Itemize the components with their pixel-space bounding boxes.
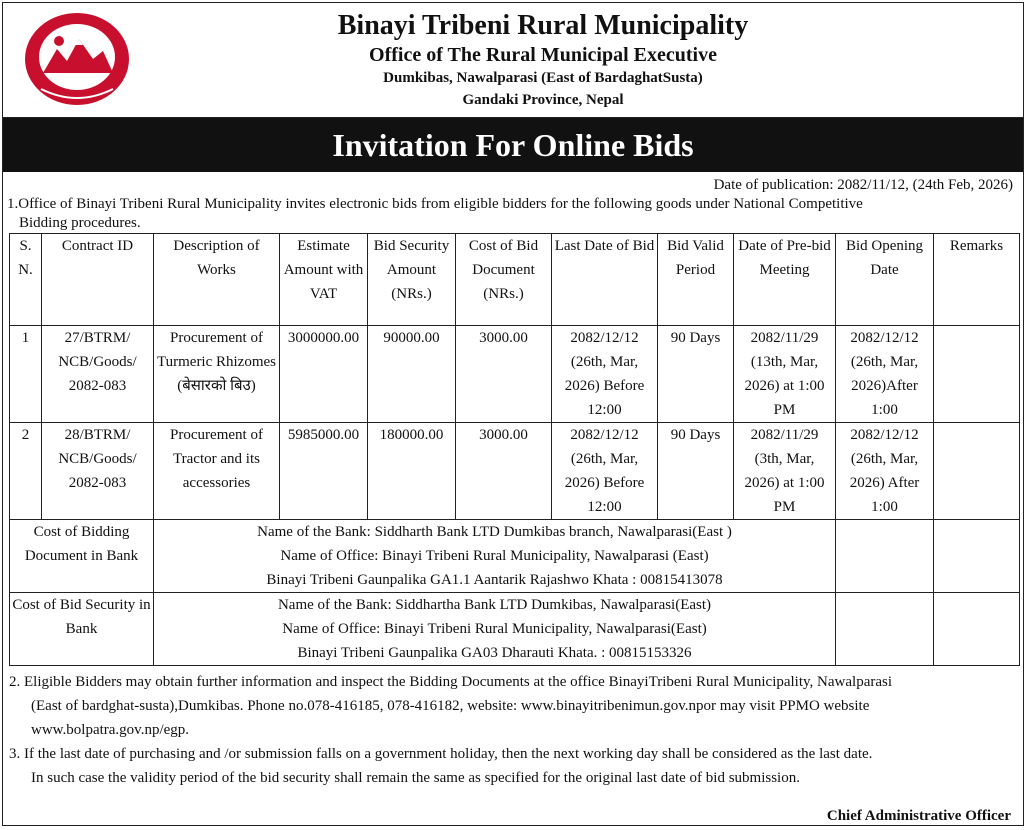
cell-last-date: 2082/12/12 (26th, Mar, 2026) Before 12:00 — [552, 423, 658, 520]
table-row — [10, 326, 1020, 423]
cell-remarks — [934, 326, 1020, 423]
cell-contract-id: 28/BTRM/ NCB/Goods/ 2082-083 — [42, 423, 154, 520]
empty-cell — [836, 593, 934, 666]
publication-date: Date of publication: 2082/11/12, (24th Feb, 2026) — [713, 177, 1013, 193]
header-cell: Bid Valid Period — [658, 234, 734, 326]
header-cell: Last Date of Bid — [552, 234, 658, 326]
bank-row-label: Cost of Bid Security in Bank — [10, 593, 154, 666]
cell-sn: 2 — [10, 423, 42, 520]
note-2-line-2: (East of bardghat-susta),Dumkibas. Phone no.078-416185, 078-416182, website: www.binayitribenimun.gov.npor may visit PPMO website — [31, 698, 870, 714]
bank-details — [154, 520, 836, 593]
cell-valid-period: 90 Days — [658, 326, 734, 423]
header-cell: Date of Pre-bid Meeting — [734, 234, 836, 326]
cell-prebid-date: 2082/11/29 (13th, Mar, 2026) at 1:00 PM — [734, 326, 836, 423]
bids-table — [9, 233, 1020, 666]
empty-cell — [934, 593, 1020, 666]
cell-estimate: 3000000.00 — [280, 326, 368, 423]
bank-office-line: Name of Office: Binayi Tribeni Rural Municipality, Nawalparasi(East) — [282, 621, 707, 637]
note-3-line-1: 3. If the last date of purchasing and /or submission falls on a government holiday, then the next working day shall be considered as the last date. — [9, 746, 873, 762]
note-3-line-2: In such case the validity period of the bid security shall remain the same as specified for the original last date of bid submission. — [31, 770, 800, 786]
cell-security: 180000.00 — [368, 423, 456, 520]
notice-page — [2, 2, 1024, 826]
municipality-title: Binayi Tribeni Rural Municipality — [337, 10, 749, 41]
header-cell: Estimate Amount with VAT — [280, 234, 368, 326]
bank-name-line: Name of the Bank: Siddharth Bank LTD Dumkibas branch, Nawalparasi(East ) — [257, 524, 732, 540]
cell-sn: 1 — [10, 326, 42, 423]
empty-cell — [836, 520, 934, 593]
header-cell: Cost of Bid Document (NRs.) — [456, 234, 552, 326]
bank-details — [154, 593, 836, 666]
bank-account-line: Binayi Tribeni Gaunpalika GA1.1 Aantarik Rajashwo Khata : 00815413078 — [266, 572, 723, 588]
signature-title: Chief Administrative Officer — [826, 808, 1011, 824]
cell-estimate: 5985000.00 — [280, 423, 368, 520]
bank-row-bid-security — [10, 593, 1020, 666]
empty-cell — [934, 520, 1020, 593]
header-cell: Contract ID — [42, 234, 154, 326]
office-name: Office of The Rural Municipal Executive — [369, 44, 717, 66]
notice-banner: Invitation For Online Bids — [3, 118, 1023, 172]
table-row — [10, 423, 1020, 520]
cell-opening-date: 2082/12/12 (26th, Mar, 2026) After 1:00 — [836, 423, 934, 520]
cell-valid-period: 90 Days — [658, 423, 734, 520]
cell-prebid-date: 2082/11/29 (3th, Mar, 2026) at 1:00 PM — [734, 423, 836, 520]
cell-remarks — [934, 423, 1020, 520]
intro-line-1: 1.Office of Binayi Tribeni Rural Municipality invites electronic bids from eligible bidders for the following goods under National Competitive — [7, 196, 863, 212]
cell-cost-doc: 3000.00 — [456, 423, 552, 520]
header — [3, 3, 1023, 118]
cell-security: 90000.00 — [368, 326, 456, 423]
bank-office-line: Name of Office: Binayi Tribeni Rural Municipality, Nawalparasi (East) — [280, 548, 709, 564]
bank-row-label: Cost of Bidding Document in Bank — [10, 520, 154, 593]
header-cell: Bid Security Amount (NRs.) — [368, 234, 456, 326]
note-2-line-1: 2. Eligible Bidders may obtain further information and inspect the Bidding Documents at the office BinayiTribeni Rural Municipality, Nawalparasi — [9, 674, 893, 690]
header-cell: Remarks — [934, 234, 1020, 326]
cell-description: Procurement of Turmeric Rhizomes (बेसारको बिउ) — [154, 326, 280, 423]
cell-cost-doc: 3000.00 — [456, 326, 552, 423]
cell-opening-date: 2082/12/12 (26th, Mar, 2026)After 1:00 — [836, 326, 934, 423]
header-cell: Bid Opening Date — [836, 234, 934, 326]
note-2-line-3: www.bolpatra.gov.np/egp. — [31, 722, 190, 738]
bank-name-line: Name of the Bank: Siddhartha Bank LTD Dumkibas, Nawalparasi(East) — [277, 597, 712, 613]
cell-description: Procurement of Tractor and its accessories — [154, 423, 280, 520]
address-line: Dumkibas, Nawalparasi (East of BardaghatSusta) — [383, 70, 703, 86]
cell-last-date: 2082/12/12 (26th, Mar, 2026) Before 12:00 — [552, 326, 658, 423]
province-line: Gandaki Province, Nepal — [462, 92, 624, 108]
municipality-emblem-icon — [21, 11, 133, 109]
table-header-row — [10, 234, 1020, 326]
intro-paragraph — [3, 195, 1023, 233]
bank-row-bidding-document — [10, 520, 1020, 593]
header-cell: S. N. — [10, 234, 42, 326]
notes — [3, 666, 1023, 790]
intro-line-2: Bidding procedures. — [19, 215, 141, 231]
bank-account-line: Binayi Tribeni Gaunpalika GA03 Dharauti Khata. : 00815153326 — [297, 645, 692, 661]
cell-contract-id: 27/BTRM/ NCB/Goods/ 2082-083 — [42, 326, 154, 423]
header-cell: Description of Works — [154, 234, 280, 326]
